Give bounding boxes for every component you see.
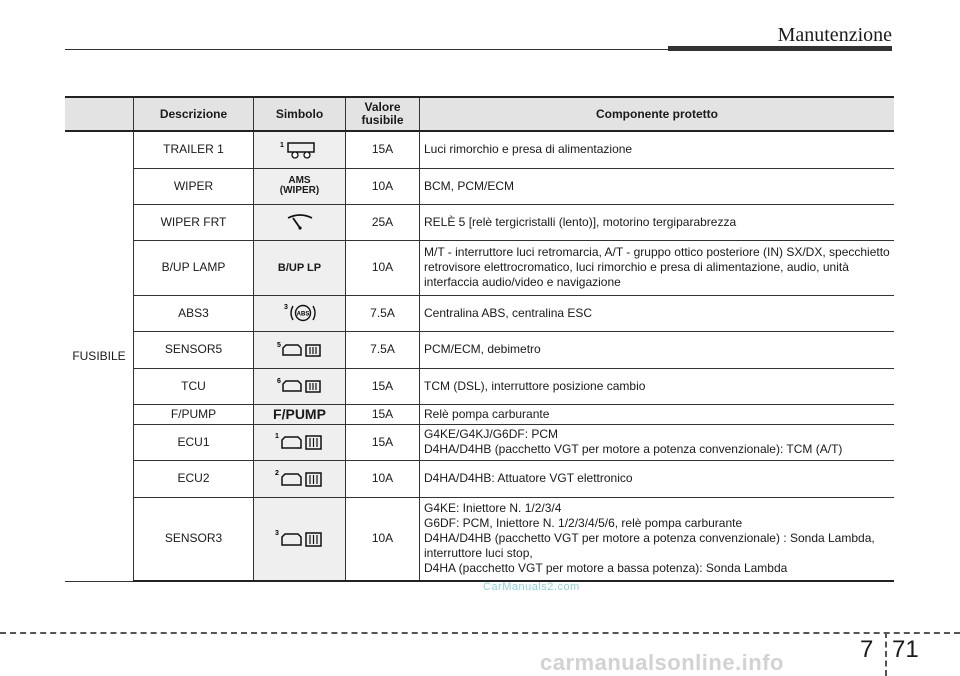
fuse-component: TCM (DSL), interruttore posizione cambio — [420, 368, 895, 404]
page-number: 71 — [892, 636, 919, 663]
fuse-description: SENSOR3 — [134, 497, 254, 581]
fuse-symbol — [254, 404, 346, 424]
col-header-descrizione: Descrizione — [134, 97, 254, 131]
fuse-component: D4HA/D4HB: Attuatore VGT elettronico — [420, 460, 895, 497]
table-row — [65, 204, 894, 240]
fuse-symbol — [254, 368, 346, 404]
fuse-symbol — [254, 131, 346, 168]
component-line: G4KE/G4KJ/G6DF: PCM D4HA/D4HB (pacchetto VGT per motore a potenza convenzionale): TCM (A/T) — [424, 427, 843, 456]
fuse-description: WIPER FRT — [134, 204, 254, 240]
fuse-description: SENSOR5 — [134, 331, 254, 368]
trailer-icon — [278, 139, 322, 161]
fuse-description: TCU — [134, 368, 254, 404]
table-row — [65, 331, 894, 368]
table-row — [65, 424, 894, 460]
fuse-value: 15A — [346, 368, 420, 404]
component-line: G4KE: Iniettore N. 1/2/3/4 G6DF: PCM, Iniettore N. 1/2/3/4/5/6, relè pompa carburante D4HA/D4HB (pacchetto VGT per motore a potenza convenzionale) : Sonda Lambda, interruttore luci stop, D4HA (pacchetto VGT per motore a bassa potenza): Sonda Lambda — [424, 501, 875, 576]
table-row — [65, 497, 894, 581]
table-row — [65, 168, 894, 204]
table-row — [65, 131, 894, 168]
table-row — [65, 368, 894, 404]
symbol-number: 3 — [283, 304, 288, 311]
fuse-component: PCM/ECM, debimetro — [420, 331, 895, 368]
fuse-description: B/UP LAMP — [134, 240, 254, 295]
abs-text: ABS — [296, 311, 309, 318]
page-number-separator — [885, 632, 887, 676]
table-row — [65, 404, 894, 424]
abs-icon — [283, 302, 317, 324]
page-title: Manutenzione — [777, 24, 892, 46]
table-row — [65, 460, 894, 497]
col-header-valore: Valore fusibile — [346, 97, 420, 131]
fuse-component: Relè pompa carburante — [420, 404, 895, 424]
col-header-componente: Componente protetto — [420, 97, 895, 131]
fuse-component: BCM, PCM/ECM — [420, 168, 895, 204]
table-header-row — [65, 97, 894, 131]
fuse-symbol — [254, 331, 346, 368]
fuse-symbol — [254, 424, 346, 460]
fuse-symbol — [254, 295, 346, 331]
fuse-value: 10A — [346, 497, 420, 581]
watermark-big: carmanualsonline.info — [540, 650, 784, 675]
footer-rule — [0, 632, 960, 634]
col-header-simbolo: Simbolo — [254, 97, 346, 131]
watermark-small: CarManuals2.com — [483, 581, 580, 593]
engine-sensor-icon — [276, 376, 324, 396]
symbol-number: 2 — [274, 469, 279, 477]
symbol-number: 5 — [276, 341, 281, 349]
fuse-symbol — [254, 460, 346, 497]
col-header-group — [65, 97, 134, 131]
fuse-description: ECU2 — [134, 460, 254, 497]
fuse-description: ECU1 — [134, 424, 254, 460]
symbol-number: 1 — [279, 141, 284, 149]
ams-wiper-label: AMS (WIPER) — [279, 175, 320, 196]
engine-ecu-icon — [274, 528, 326, 550]
fuse-description: TRAILER 1 — [134, 131, 254, 168]
fuse-value: 10A — [346, 240, 420, 295]
fuse-component: RELÈ 5 [relè tergicristalli (lento)], motorino tergiparabrezza — [420, 204, 895, 240]
fuse-value: 10A — [346, 168, 420, 204]
engine-sensor-icon — [276, 340, 324, 360]
engine-ecu-icon — [274, 468, 326, 490]
engine-ecu-icon — [274, 431, 326, 453]
header-rule-bar — [668, 46, 892, 51]
symbol-number: 1 — [274, 433, 279, 440]
fuse-value: 15A — [346, 404, 420, 424]
fuse-component — [420, 424, 895, 460]
fuse-value: 7.5A — [346, 295, 420, 331]
symbol-number: 6 — [276, 378, 281, 385]
table-row — [65, 295, 894, 331]
fuse-value: 7.5A — [346, 331, 420, 368]
fuse-component: M/T - interruttore luci retromarcia, A/T - gruppo ottico posteriore (IN) SX/DX, specchietto retrovisore elettrocromatico, luci rimorchio e presa di alimentazione, audio, unità interfaccia audio/video e navigazione — [420, 240, 895, 295]
fuse-symbol — [254, 240, 346, 295]
symbol-number: 3 — [274, 529, 279, 537]
wiper-icon — [285, 213, 315, 231]
bup-lp-label: B/UP LP — [277, 261, 322, 274]
fuse-symbol — [254, 497, 346, 581]
fuse-component — [420, 497, 895, 581]
fuse-component: Luci rimorchio e presa di alimentazione — [420, 131, 895, 168]
fuse-description: ABS3 — [134, 295, 254, 331]
fuse-value: 15A — [346, 424, 420, 460]
fuse-description: F/PUMP — [134, 404, 254, 424]
chapter-number: 7 — [860, 636, 874, 663]
fuse-value: 15A — [346, 131, 420, 168]
fuse-description: WIPER — [134, 168, 254, 204]
fuse-symbol — [254, 168, 346, 204]
fuse-value: 25A — [346, 204, 420, 240]
table-row — [65, 240, 894, 295]
group-label: FUSIBILE — [65, 131, 134, 581]
fuse-value: 10A — [346, 460, 420, 497]
fuse-table — [65, 96, 894, 582]
fuse-component: Centralina ABS, centralina ESC — [420, 295, 895, 331]
fuse-symbol — [254, 204, 346, 240]
fpump-label: F/PUMP — [273, 405, 326, 422]
